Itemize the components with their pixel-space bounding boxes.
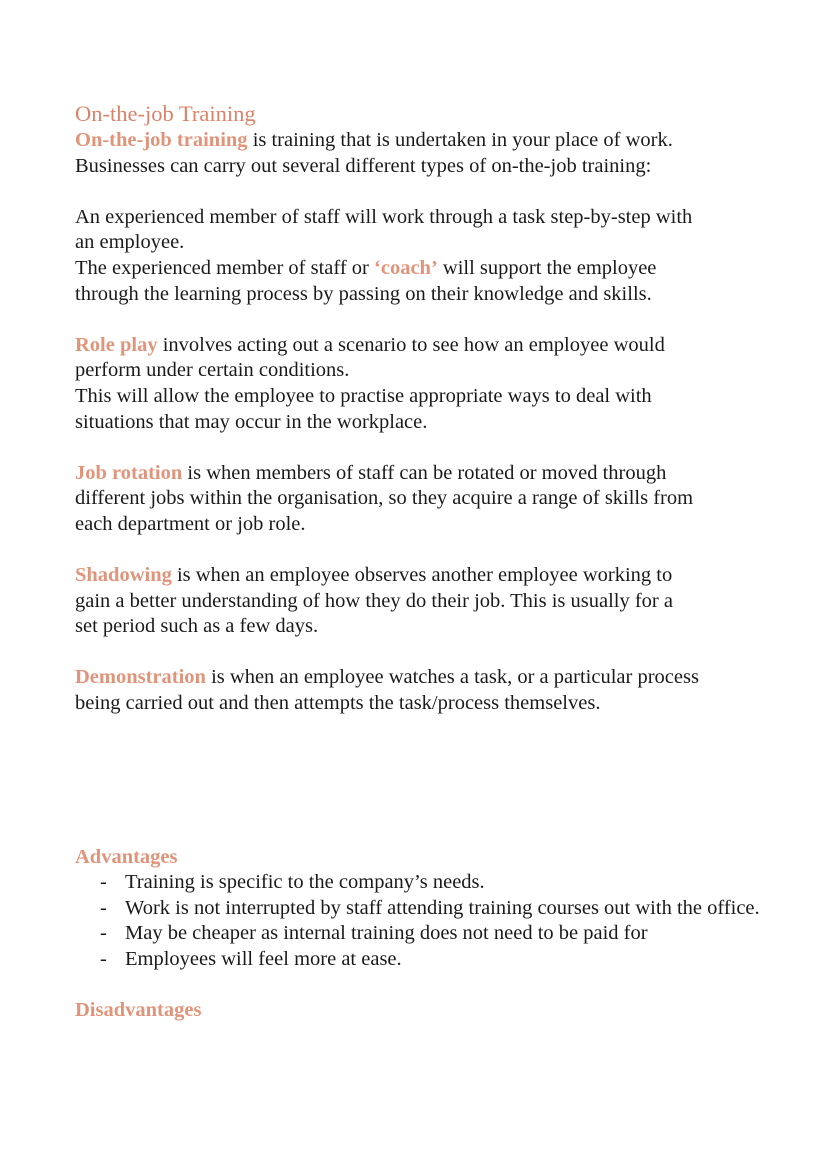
demonstration-term: Demonstration — [75, 666, 206, 689]
bullet-dash: - — [100, 896, 107, 919]
intro-text-line1: is training that is undertaken in your place of work. — [247, 129, 673, 151]
list-item — [100, 947, 775, 973]
intro-term: On-the-job training — [75, 129, 248, 151]
bullet-dash: - — [100, 948, 107, 971]
shadowing-line2: gain a better understanding of how they do their job. This is usually for a — [75, 589, 673, 612]
demonstration-line2: being carried out and then attempts the task/process themselves. — [75, 692, 601, 715]
advantage-text: May be cheaper as internal training does not need to be paid for — [125, 922, 648, 945]
job-rotation-paragraph — [75, 461, 775, 538]
list-item — [100, 921, 775, 947]
shadowing-line3: set period such as a few days. — [75, 615, 319, 638]
page-title: On-the-job Training — [75, 101, 256, 126]
coach-term: ‘coach’ — [374, 256, 438, 279]
job-rotation-line3: each department or job role. — [75, 512, 306, 535]
role-play-line2: perform under certain conditions. — [75, 359, 350, 382]
coaching-line4: through the learning process by passing on their knowledge and skills. — [75, 282, 652, 305]
role-play-line3: This will allow the employee to practise appropriate ways to deal with — [75, 384, 652, 407]
bullet-dash: - — [100, 922, 107, 945]
demonstration-paragraph — [75, 665, 775, 716]
document-page — [75, 100, 775, 1024]
list-item — [100, 870, 775, 896]
shadowing-term: Shadowing — [75, 564, 172, 587]
role-play-paragraph — [75, 333, 775, 435]
job-rotation-line2: different jobs within the organisation, so they acquire a range of skills from — [75, 487, 694, 510]
job-rotation-term: Job rotation — [75, 461, 183, 484]
coaching-line2: an employee. — [75, 231, 185, 254]
intro-paragraph — [75, 128, 775, 179]
role-play-line4: situations that may occur in the workplace. — [75, 410, 428, 433]
demonstration-line1: is when an employee watches a task, or a particular process — [205, 666, 699, 689]
bullet-dash: - — [100, 871, 107, 894]
coaching-paragraph — [75, 205, 775, 307]
list-item — [100, 896, 775, 922]
coaching-line3-after: will support the employee — [437, 256, 657, 279]
coaching-line1: An experienced member of staff will work through a task step-by-step with — [75, 205, 693, 228]
advantage-text: Employees will feel more at ease. — [125, 948, 402, 971]
advantage-text: Work is not interrupted by staff attending training courses out with the office. — [125, 896, 760, 919]
advantages-heading: Advantages — [75, 845, 178, 868]
advantages-list — [75, 870, 775, 972]
job-rotation-line1: is when members of staff can be rotated or moved through — [182, 461, 667, 484]
role-play-term: Role play — [75, 333, 158, 356]
advantage-text: Training is specific to the company’s needs. — [125, 871, 485, 894]
shadowing-line1: is when an employee observes another employee working to — [171, 564, 673, 587]
disadvantages-heading: Disadvantages — [75, 999, 202, 1022]
intro-text-line2: Businesses can carry out several different types of on-the-job training: — [75, 154, 652, 177]
shadowing-paragraph — [75, 563, 775, 640]
coaching-line3-before: The experienced member of staff or — [75, 256, 375, 279]
role-play-line1: involves acting out a scenario to see how an employee would — [157, 333, 665, 356]
